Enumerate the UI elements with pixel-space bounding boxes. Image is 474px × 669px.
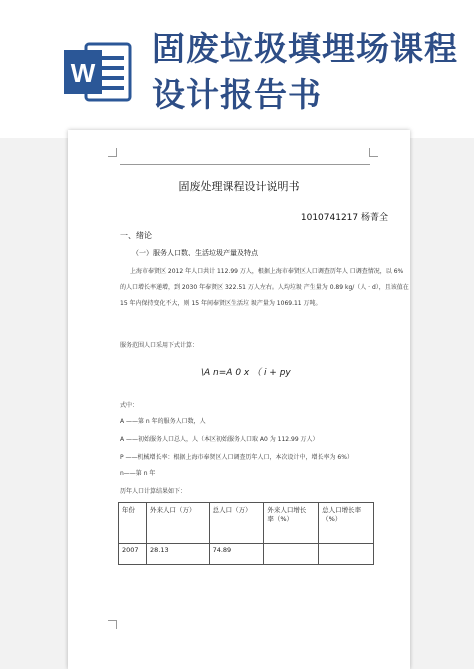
subsection-heading: （一）服务人口数、生活垃圾产量及特点 bbox=[132, 249, 258, 257]
table-cell: 74.89 bbox=[209, 544, 264, 565]
table-cell bbox=[319, 544, 374, 565]
table-header-cell: 年份 bbox=[119, 503, 147, 544]
word-document-icon bbox=[64, 40, 132, 104]
table-header-cell: 外来人口增长 率（%） bbox=[264, 503, 319, 544]
label-shizhong: 式中： bbox=[120, 402, 139, 409]
table-intro: 历年人口计算结果如下： bbox=[120, 488, 187, 495]
paragraph-line: 上海市奉贤区 2012 年人口共计 112.99 万人，根据上海市奉贤区人口调查历年人 口调查情况，以 6% bbox=[130, 268, 404, 275]
table-header-row bbox=[119, 503, 374, 544]
banner-title: 固废垃圾填埋场课程设计报告书 bbox=[152, 29, 458, 114]
page-corner-mark bbox=[108, 148, 117, 157]
definition-line: n——第 n 年 bbox=[120, 470, 156, 477]
header-rule bbox=[120, 164, 370, 165]
table-cell bbox=[264, 544, 319, 565]
svg-text:W: W bbox=[70, 58, 96, 88]
definition-line: A ——初始服务人口总人，人（本区初始服务人口取 A0 为 112.99 万人） bbox=[120, 436, 319, 443]
section-heading: 一、绪论 bbox=[120, 231, 152, 240]
formula: \A n=A 0 x （ i + py bbox=[201, 368, 291, 378]
banner bbox=[0, 0, 474, 138]
definition-line: P ——机械增长率：根据上海市奉贤区人口调查历年人口，本次设计中，增长率为 6%） bbox=[120, 454, 353, 461]
population-table bbox=[118, 502, 374, 565]
table-header-cell: 总人口（万） bbox=[209, 503, 264, 544]
table-header-cell: 外来人口（万） bbox=[147, 503, 210, 544]
definition-line: A ——第 n 年的服务人口数，人 bbox=[120, 418, 206, 425]
paragraph-line: 的人口增长率递增，到 2030 年奉贤区 322.51 万人左右。人均垃圾 产生量为 0.89 kg/（人 · d），且该值在 bbox=[120, 284, 409, 291]
page-corner-mark bbox=[369, 148, 378, 157]
paragraph-line: 服务范围人口采用下式计算： bbox=[120, 342, 199, 349]
table-cell: 2007 bbox=[119, 544, 147, 565]
table-header-cell: 总人口增长率 （%） bbox=[319, 503, 374, 544]
paragraph-line: 15 年内保持变化不大，则 15 年间奉贤区生活垃 圾产量为 1069.11 万吨。 bbox=[120, 300, 322, 307]
document-page bbox=[68, 130, 410, 669]
page-corner-mark bbox=[108, 620, 117, 629]
author-line: 1010741217 杨菁全 bbox=[300, 213, 388, 223]
table-cell: 28.13 bbox=[147, 544, 210, 565]
document-title: 固废处理课程设计说明书 bbox=[178, 180, 300, 193]
table-row bbox=[119, 544, 374, 565]
